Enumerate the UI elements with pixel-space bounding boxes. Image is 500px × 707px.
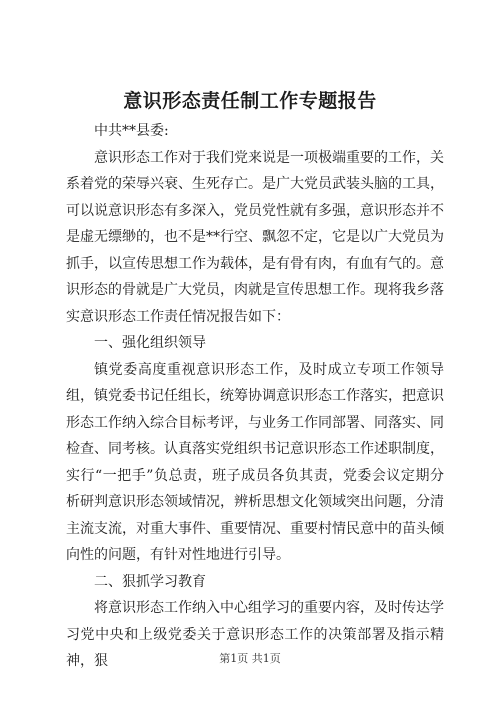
page-number-footer: 第1页 共1页	[219, 652, 281, 665]
paragraph-organization: 镇党委高度重视意识形态工作，及时成立专项工作领导组，镇党委书记任组长，统筹协调意识形态工作落实，把意识形态工作纳入综合目标考评，与业务工作同部署、同落实、同检查、同考核。认真落实党组织书记意识形态工作述职制度，实行“一把手”负总责，班子成员各负其责，党委会议定期分析研判意识形态领域情况，辨析思想文化领域突出问题，分清主流支流，对重大事件、重要情况、重要村情民意中的苗头倾向性的问题，有针对性地进行引导。	[66, 361, 444, 563]
paragraph-intro: 意识形态工作对于我们党来说是一项极端重要的工作，关系着党的荣辱兴衰、生死存亡。是广大党员武装头脑的工具，可以说意识形态有多深入，党员党性就有多强，意识形态并不是虚无缥缈的，也不是**行空、飘忽不定，它是以广大党员为抓手，以宣传思想工作为载体，是有骨有肉，有血有气的。意识形态的骨就是广大党员，肉就是宣传思想工作。现将我乡落实意识形态工作责任情况报告如下：	[66, 149, 444, 325]
document-title: 意识形态责任制工作专题报告	[123, 90, 377, 112]
section-heading-1: 一、强化组织领导	[94, 335, 206, 351]
salutation: 中共**县委:	[94, 123, 169, 139]
paragraph-study: 将意识形态工作纳入中心组学习的重要内容，及时传达学习党中央和上级党委关于意识形态工作的决策部署及指示精神，狠	[66, 600, 444, 669]
document-body	[66, 118, 444, 675]
section-heading-2: 二、狠抓学习教育	[94, 573, 206, 590]
